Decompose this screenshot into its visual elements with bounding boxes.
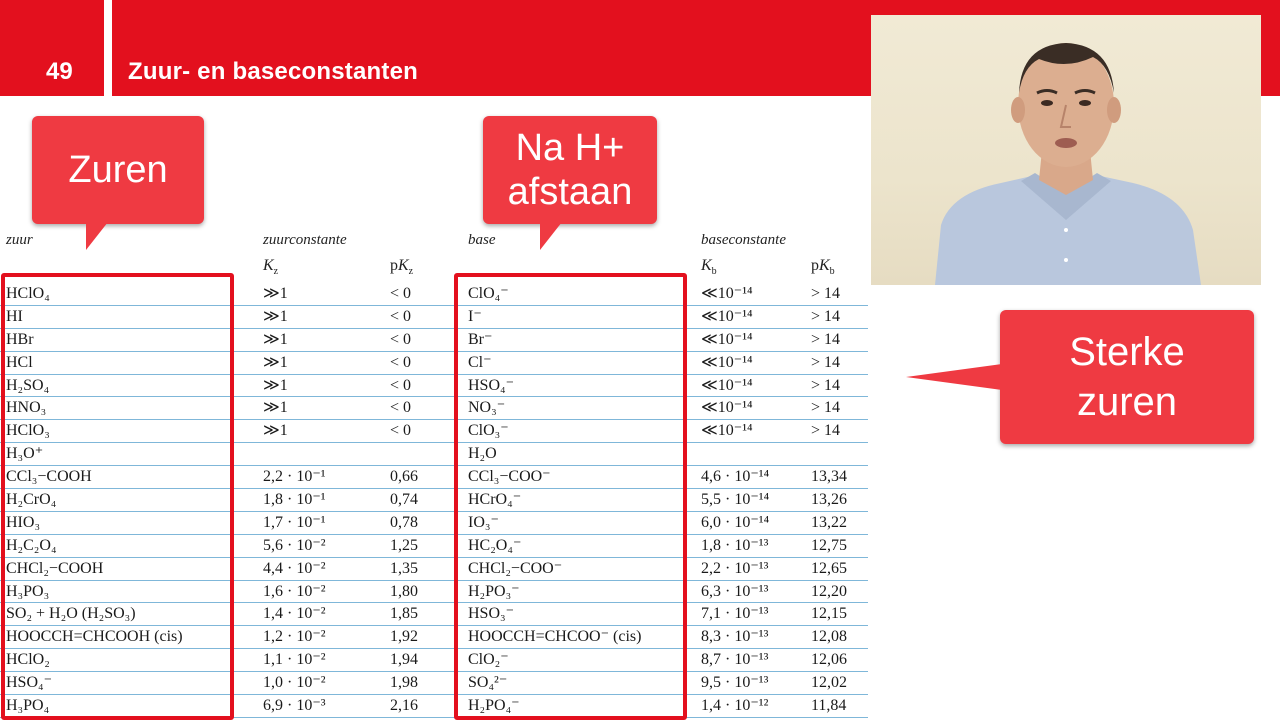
kb-cell: ≪10⁻¹⁴: [701, 307, 753, 325]
pkz-cell: < 0: [390, 307, 412, 325]
acid-cell: H₂SO₄: [6, 376, 50, 394]
kz-cell: ≫1: [263, 399, 288, 417]
acid-column-highlight: [1, 273, 234, 720]
kz-cell: ≫1: [263, 307, 288, 325]
presenter-figure: [871, 15, 1261, 285]
col-header-base: base: [468, 232, 496, 248]
kb-cell: 1,4 · 10⁻¹²: [701, 697, 769, 715]
kb-cell: 6,3 · 10⁻¹³: [701, 582, 769, 600]
base-cell: HOOCCH=CHCOO⁻ (cis): [468, 628, 642, 646]
kb-cell: 8,7 · 10⁻¹³: [701, 651, 769, 669]
col-header-baseconstante: baseconstante: [701, 232, 786, 248]
pkb-cell: > 14: [811, 307, 841, 325]
subheader-kz: $K_z$: [263, 257, 279, 278]
kb-cell: ≪10⁻¹⁴: [701, 376, 753, 394]
pkz-cell: 1,80: [390, 582, 418, 600]
kz-cell: ≫1: [263, 285, 288, 302]
acid-cell: HCl: [6, 353, 33, 371]
pkb-cell: 12,65: [811, 559, 847, 577]
subheader-kb: $K_b$: [701, 257, 717, 278]
kz-cell: 6,9 · 10⁻³: [263, 697, 326, 715]
callout-na-h-line2: afstaan: [507, 171, 633, 213]
acid-cell: CHCl₂−COOH: [6, 559, 104, 577]
pkb-cell: > 14: [811, 285, 841, 302]
kb-cell: ≪10⁻¹⁴: [701, 330, 753, 348]
callout-sterke-zuren: [1000, 310, 1254, 444]
pkz-cell: 1,85: [390, 605, 418, 623]
kb-cell: 5,5 · 10⁻¹⁴: [701, 491, 770, 509]
acid-cell: HIO₃: [6, 513, 41, 531]
kb-cell: ≪10⁻¹⁴: [701, 353, 753, 371]
kz-cell: 1,1 · 10⁻²: [263, 651, 326, 669]
base-cell: HC₂O₄⁻: [468, 536, 522, 554]
pkb-cell: 12,20: [811, 582, 847, 600]
pkb-cell: 13,26: [811, 491, 847, 509]
acid-cell: HNO₃: [6, 399, 47, 417]
base-cell: CHCl₂−COO⁻: [468, 559, 563, 577]
pkb-cell: 12,75: [811, 536, 847, 554]
pkb-cell: 13,22: [811, 513, 847, 531]
acid-cell: HClO₃: [6, 422, 50, 440]
subheader-pkb: $pK_b$: [811, 257, 835, 278]
kz-cell: 1,8 · 10⁻¹: [263, 491, 326, 509]
pkz-cell: 1,92: [390, 628, 418, 646]
pkb-cell: 12,02: [811, 674, 847, 692]
pkb-cell: 13,34: [811, 468, 847, 486]
base-cell: SO₄²⁻: [468, 674, 508, 692]
pkz-cell: 0,78: [390, 513, 418, 531]
pkz-cell: < 0: [390, 285, 412, 302]
acid-cell: HI: [6, 307, 23, 325]
base-cell: HCrO₄⁻: [468, 491, 522, 509]
kz-cell: 2,2 · 10⁻¹: [263, 468, 326, 486]
acid-cell: HClO₄: [6, 285, 50, 302]
base-cell: NO₃⁻: [468, 399, 506, 417]
pkz-cell: < 0: [390, 376, 412, 394]
kz-cell: ≫1: [263, 422, 288, 440]
pkb-cell: > 14: [811, 330, 841, 348]
pkb-cell: 11,84: [811, 697, 847, 715]
kb-cell: 9,5 · 10⁻¹³: [701, 674, 769, 692]
acid-cell: HBr: [6, 330, 34, 348]
callout-sterke-line2: zuren: [1076, 380, 1178, 424]
kb-cell: 1,8 · 10⁻¹³: [701, 536, 769, 554]
pkz-cell: 0,66: [390, 468, 418, 486]
base-cell: H₂PO₄⁻: [468, 697, 520, 715]
kz-cell: 1,4 · 10⁻²: [263, 605, 326, 623]
kz-cell: 5,6 · 10⁻²: [263, 536, 326, 554]
pkb-cell: > 14: [811, 422, 841, 440]
pkb-cell: > 14: [811, 353, 841, 371]
acid-cell: H₃PO₃: [6, 582, 50, 600]
pkz-cell: < 0: [390, 399, 412, 417]
pkz-cell: 1,35: [390, 559, 418, 577]
base-cell: ClO₃⁻: [468, 422, 509, 440]
pkz-cell: 0,74: [390, 491, 418, 509]
base-cell: ClO₂⁻: [468, 651, 509, 669]
col-header-zuur: zuur: [6, 232, 33, 248]
acid-cell: HSO₄⁻: [6, 674, 53, 692]
callout-sterke-tail: [906, 364, 1002, 390]
base-cell: Br⁻: [468, 330, 493, 348]
pkz-cell: 1,98: [390, 674, 418, 692]
pkz-cell: 2,16: [390, 697, 418, 715]
pkb-cell: 12,15: [811, 605, 847, 623]
kb-cell: ≪10⁻¹⁴: [701, 422, 753, 440]
kz-cell: ≫1: [263, 353, 288, 371]
pkb-cell: 12,06: [811, 651, 847, 669]
callout-na-h-afstaan: [483, 116, 657, 224]
kb-cell: ≪10⁻¹⁴: [701, 285, 753, 302]
pkb-cell: > 14: [811, 376, 841, 394]
kb-cell: 2,2 · 10⁻¹³: [701, 559, 769, 577]
kz-cell: 1,2 · 10⁻²: [263, 628, 326, 646]
acid-cell: CCl₃−COOH: [6, 468, 92, 486]
chapter-title: Zuur- en baseconstanten: [128, 58, 418, 85]
kz-cell: ≫1: [263, 376, 288, 394]
kb-cell: 8,3 · 10⁻¹³: [701, 628, 769, 646]
base-cell: HSO₄⁻: [468, 376, 515, 394]
pkz-cell: < 0: [390, 330, 412, 348]
pkz-cell: 1,25: [390, 536, 418, 554]
kb-cell: 4,6 · 10⁻¹⁴: [701, 468, 770, 486]
base-cell: I⁻: [468, 307, 482, 325]
banner-divider: [104, 0, 112, 96]
base-cell: CCl₃−COO⁻: [468, 468, 551, 486]
presenter-video[interactable]: [871, 15, 1261, 285]
acid-cell: H₃O⁺: [6, 445, 44, 463]
base-cell: Cl⁻: [468, 353, 492, 371]
kz-cell: 1,7 · 10⁻¹: [263, 513, 326, 531]
kb-cell: 6,0 · 10⁻¹⁴: [701, 513, 770, 531]
callout-zuren-text: Zuren: [68, 149, 168, 191]
kz-cell: 4,4 · 10⁻²: [263, 559, 326, 577]
pkb-cell: 12,08: [811, 628, 847, 646]
kb-cell: 7,1 · 10⁻¹³: [701, 605, 769, 623]
pkz-cell: < 0: [390, 422, 412, 440]
base-cell: H₂PO₃⁻: [468, 582, 520, 600]
pkz-cell: < 0: [390, 353, 412, 371]
base-cell: IO₃⁻: [468, 513, 499, 531]
callout-zuren: [32, 116, 204, 224]
kz-cell: 1,0 · 10⁻²: [263, 674, 326, 692]
base-cell: H₂O: [468, 445, 497, 463]
base-cell: ClO₄⁻: [468, 285, 509, 302]
kb-cell: ≪10⁻¹⁴: [701, 399, 753, 417]
acid-cell: HOOCCH=CHCOOH (cis): [6, 628, 183, 646]
callout-zuren-tail: [86, 222, 108, 250]
callout-na-h-line1: Na H+: [515, 127, 625, 169]
base-cell: HSO₃⁻: [468, 605, 515, 623]
col-header-zuurconstante: zuurconstante: [263, 232, 347, 248]
acid-cell: HClO₂: [6, 651, 50, 669]
callout-sterke-line1: Sterke: [1069, 330, 1185, 374]
acid-cell: H₂CrO₄: [6, 491, 57, 509]
pkz-cell: 1,94: [390, 651, 418, 669]
callout-na-h-tail: [540, 222, 562, 250]
acid-cell: SO₂ + H₂O (H₂SO₃): [6, 605, 136, 623]
subheader-pkz: $pK_z$: [390, 257, 414, 278]
base-column-highlight: [454, 273, 687, 720]
kz-cell: 1,6 · 10⁻²: [263, 582, 326, 600]
kz-cell: ≫1: [263, 330, 288, 348]
chapter-number: 49: [46, 58, 73, 85]
acid-cell: H₃PO₄: [6, 697, 50, 715]
pkb-cell: > 14: [811, 399, 841, 417]
acid-cell: H₂C₂O₄: [6, 536, 57, 554]
